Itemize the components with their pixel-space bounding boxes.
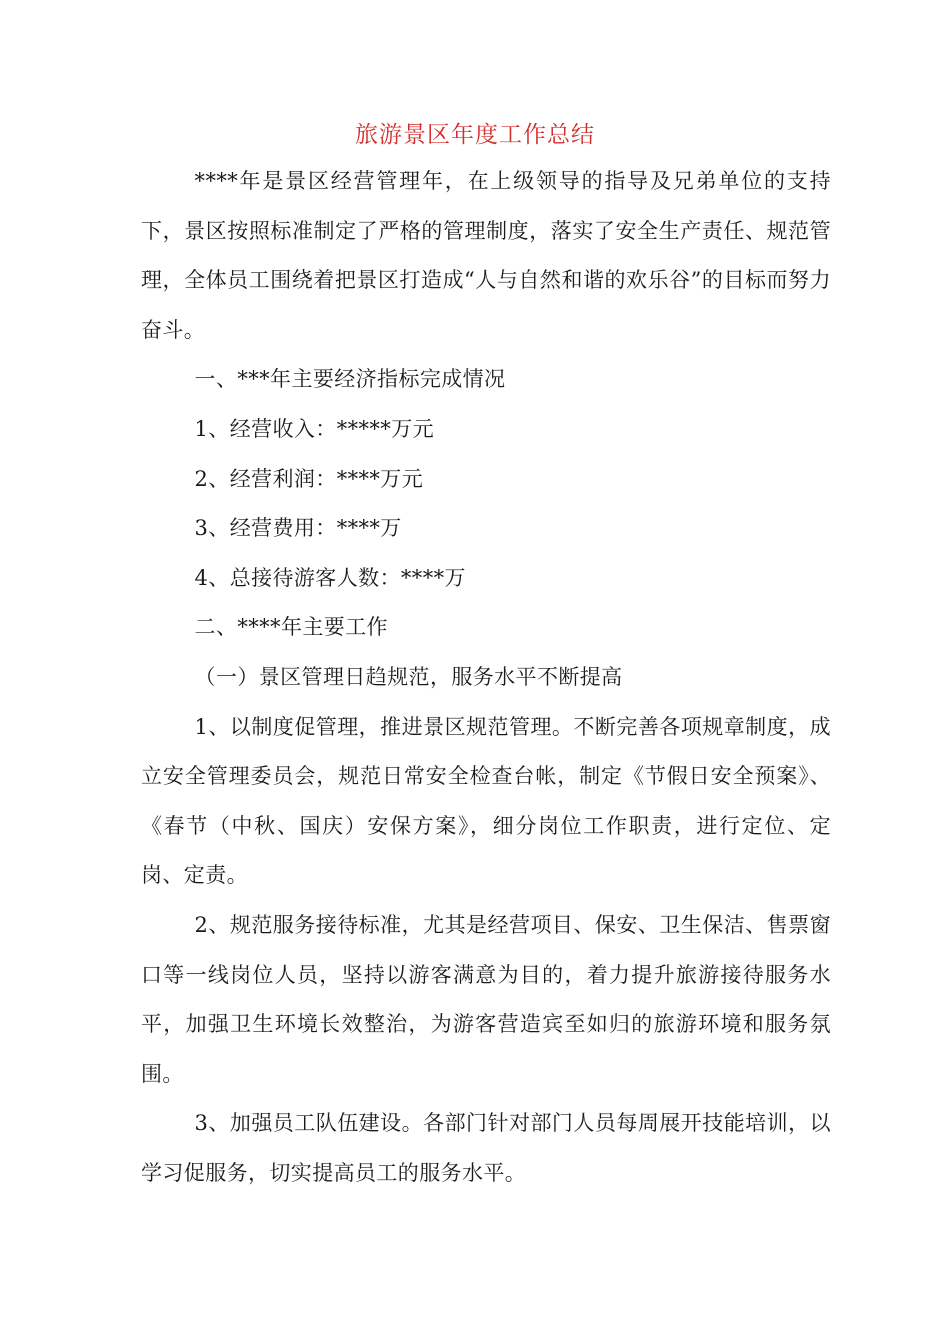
work-paragraph-3: 3、加强员工队伍建设。各部门针对部门人员每周展开技能培训，以学习促服务，切实提高员工的服务水平。 <box>141 1111 831 1185</box>
intro-paragraph: ****年是景区经营管理年，在上级领导的指导及兄弟单位的支持下，景区按照标准制定了严格的管理制度，落实了安全生产责任、规范管理，全体员工围绕着把景区打造成“人与自然和谐的欢乐谷”的目标而努力奋斗。 <box>141 169 831 342</box>
list-item-revenue: 1、经营收入：*****万元 <box>194 416 435 441</box>
work-paragraph-2: 2、规范服务接待标准，尤其是经营项目、保安、卫生保洁、售票窗口等一线岗位人员，坚持以游客满意为目的，着力提升旅游接待服务水平，加强卫生环境长效整治，为游客营造宾至如归的旅游环境和服务氛围。 <box>141 912 831 1086</box>
work-paragraph-1: 1、以制度促管理，推进景区规范管理。不断完善各项规章制度，成立安全管理委员会，规范日常安全检查台帐，制定《节假日安全预案》、《春节（中秋、国庆）安保方案》，细分岗位工作职责，进行定位、定岗、定责。 <box>141 714 831 888</box>
document-body <box>141 157 831 1198</box>
list-item-visitors: 4、总接待游客人数：****万 <box>194 565 466 590</box>
list-item-expense: 3、经营费用：****万 <box>194 516 402 541</box>
subsection-heading-1: （一）景区管理日趋规范，服务水平不断提高 <box>194 664 623 689</box>
section-heading-1: 一、***年主要经济指标完成情况 <box>194 367 506 392</box>
document-title: 旅游景区年度工作总结 <box>355 122 595 148</box>
section-heading-2: 二、****年主要工作 <box>194 615 388 640</box>
list-item-profit: 2、经营利润：****万元 <box>194 466 424 491</box>
